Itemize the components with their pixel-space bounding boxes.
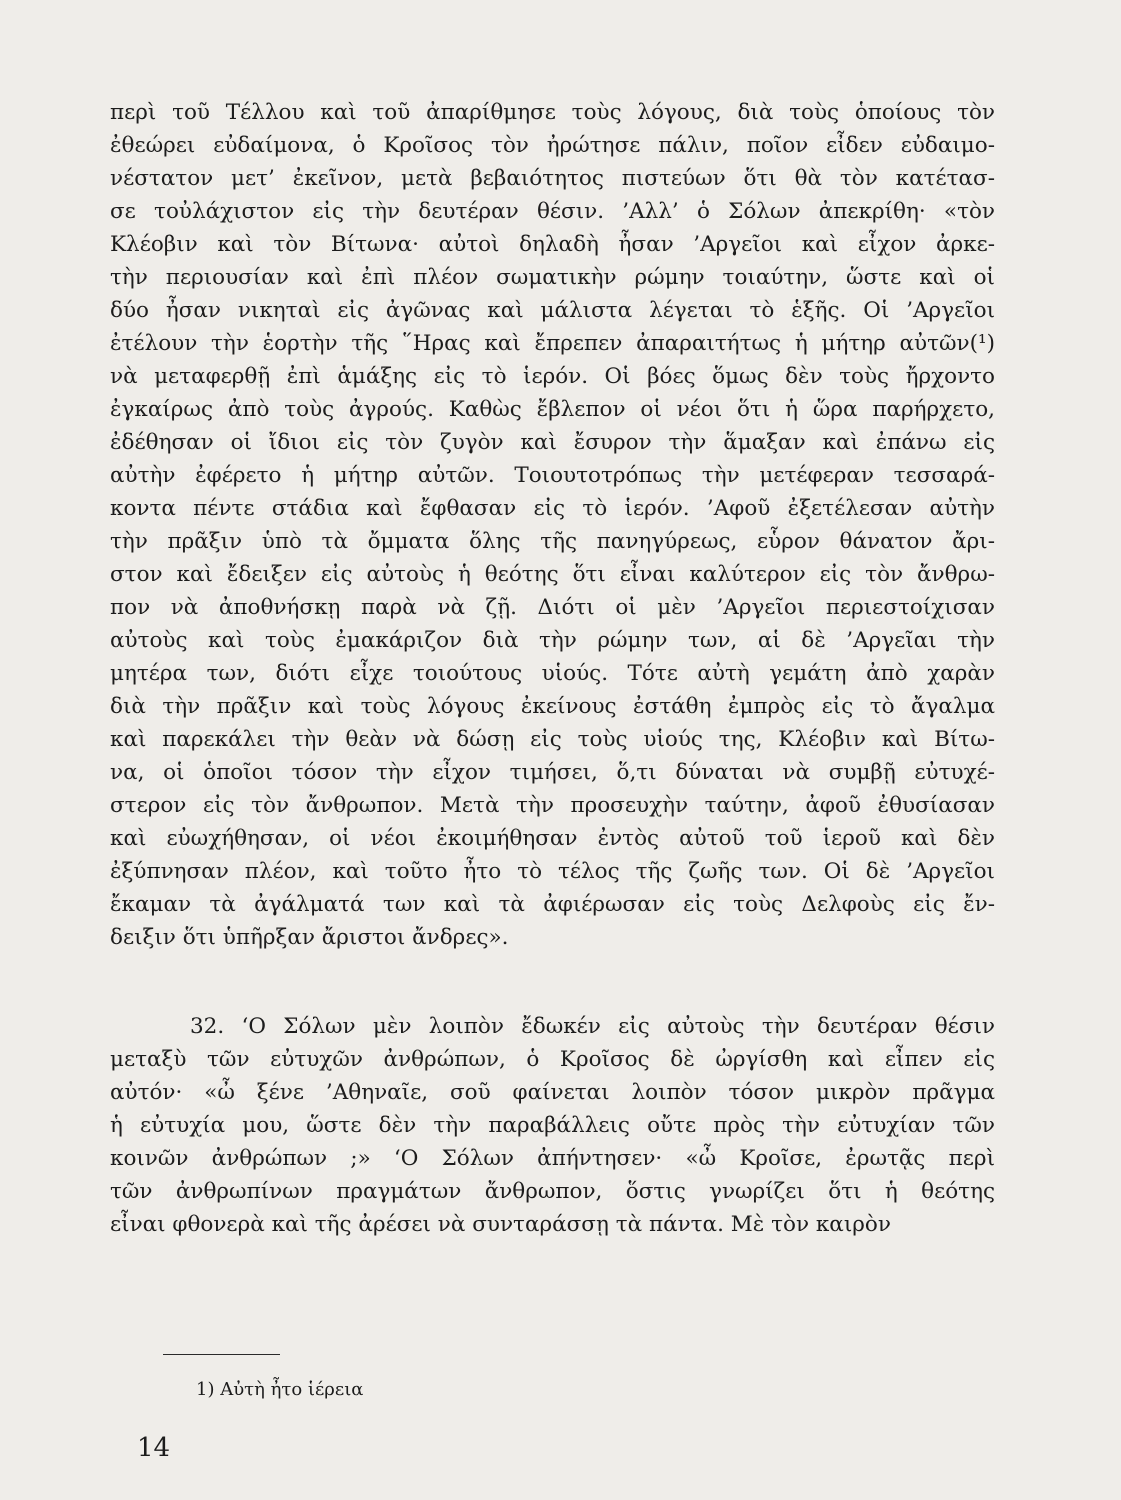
body-text [110,96,995,1241]
text-line: δειξιν ὅτι ὑπῆρξαν ἄριστοι ἄνδρες». [110,925,509,950]
text-line: εἶναι φθονερὰ καὶ τῆς ἀρέσει νὰ συνταράσσῃ τὰ πάντα. Μὲ τὸν καιρὸν [110,1212,891,1237]
text-line: ἐτέλουν τὴν ἑορτὴν τῆς ῞Ηρας καὶ ἔπρεπεν ἀπαραιτήτως ἡ μήτηρ αὐτῶν(¹) [110,331,995,356]
text-line: τὴν περιουσίαν καὶ ἐπὶ πλέον σωματικὴν ρώμην τοιαύτην, ὥστε καὶ οἱ [110,265,995,290]
text-line: πον νὰ ἀποθνήσκῃ παρὰ νὰ ζῇ. Διότι οἱ μὲν ’Αργεῖοι περιεστοίχισαν [110,595,995,620]
text-line: κοντα πέντε στάδια καὶ ἔφθασαν εἰς τὸ ἱερόν. ’Αφοῦ ἐξετέλεσαν αὐτὴν [110,496,995,521]
text-line: ἐξύπνησαν πλέον, καὶ τοῦτο ἦτο τὸ τέλος τῆς ζωῆς των. Οἱ δὲ ’Αργεῖοι [110,859,995,884]
text-line: διὰ τὴν πρᾶξιν καὶ τοὺς λόγους ἐκείνους ἐστάθη ἐμπρὸς εἰς τὸ ἄγαλμα [110,694,995,719]
text-line: ἐθεώρει εὐδαίμονα, ὁ Κροῖσος τὸν ἠρώτησε πάλιν, ποῖον εἶδεν εὐδαιμο- [110,133,995,158]
text-line: περὶ τοῦ Τέλλου καὶ τοῦ ἀπαρίθμησε τοὺς λόγους, διὰ τοὺς ὁποίους τὸν [110,100,995,125]
text-line: στερον εἰς τὸν ἄνθρωπον. Μετὰ τὴν προσευχὴν ταύτην, ἀφοῦ ἐθυσίασαν [110,793,995,818]
text-line: ἐδέθησαν οἱ ἴδιοι εἰς τὸν ζυγὸν καὶ ἔσυρον τὴν ἅμαξαν καὶ ἐπάνω εἰς [110,430,995,455]
footnote: 1) Αὐτὴ ἦτο ἱέρεια [196,1379,364,1400]
text-line: τῶν ἀνθρωπίνων πραγμάτων ἄνθρωπον, ὅστις γνωρίζει ὅτι ἡ θεότης [110,1179,995,1204]
text-line: Κλέοβιν καὶ τὸν Βίτωνα· αὐτοὶ δηλαδὴ ἦσαν ’Αργεῖοι καὶ εἶχον ἀρκε- [110,232,995,257]
text-line: ἐγκαίρως ἀπὸ τοὺς ἀγρούς. Καθὼς ἔβλεπον οἱ νέοι ὅτι ἡ ὥρα παρήρχετο, [110,397,995,422]
text-line: στον καὶ ἔδειξεν εἰς αὐτοὺς ἡ θεότης ὅτι εἶναι καλύτερον εἰς τὸν ἄνθρω- [110,562,995,587]
text-line: σε τοὐλάχιστον εἰς τὴν δευτέραν θέσιν. ’Αλλ’ ὁ Σόλων ἀπεκρίθη· «τὸν [110,199,995,224]
text-line: νὰ μεταφερθῇ ἐπὶ ἁμάξης εἰς τὸ ἱερόν. Οἱ βόες ὅμως δὲν τοὺς ἤρχοντο [110,364,995,389]
text-line: τὴν πρᾶξιν ὑπὸ τὰ ὄμματα ὅλης τῆς πανηγύρεως, εὗρον θάνατον ἄρι- [110,529,995,554]
text-line: μητέρα των, διότι εἶχε τοιούτους υἱούς. Τότε αὐτὴ γεμάτη ἀπὸ χαρὰν [110,661,995,686]
text-line: 32. ‘Ο Σόλων μὲν λοιπὸν ἔδωκέν εἰς αὐτοὺς τὴν δευτέραν θέσιν [190,1014,995,1039]
text-line: αὐτὴν ἐφέρετο ἡ μήτηρ αὐτῶν. Τοιουτοτρόπως τὴν μετέφεραν τεσσαρά- [110,463,995,488]
text-line: αὐτοὺς καὶ τοὺς ἐμακάριζον διὰ τὴν ρώμην των, αἱ δὲ ’Αργεῖαι τὴν [110,628,995,653]
text-line: νέστατον μετ’ ἐκεῖνον, μετὰ βεβαιότητος πιστεύων ὅτι θὰ τὸν κατέτασ- [110,166,995,191]
paragraph-1 [110,96,995,954]
text-line: ἡ εὐτυχία μου, ὥστε δὲν τὴν παραβάλλεις οὔτε πρὸς τὴν εὐτυχίαν τῶν [110,1113,995,1138]
text-line: να, οἱ ὁποῖοι τόσον τὴν εἶχον τιμήσει, ὅ,τι δύναται νὰ συμβῇ εὐτυχέ- [110,760,995,785]
footnote-rule [163,1354,280,1355]
text-line: αὐτόν· «ὦ ξένε ’Αθηναῖε, σοῦ φαίνεται λοιπὸν τόσον μικρὸν πρᾶγμα [110,1080,995,1105]
text-line: κοινῶν ἀνθρώπων ;» ‘Ο Σόλων ἀπήντησεν· «ὦ Κροῖσε, ἐρωτᾷς περὶ [110,1146,995,1171]
text-line: καὶ παρεκάλει τὴν θεὰν νὰ δώσῃ εἰς τοὺς υἱούς της, Κλέοβιν καὶ Βίτω- [110,727,995,752]
text-line: καὶ εὐωχήθησαν, οἱ νέοι ἐκοιμήθησαν ἐντὸς αὐτοῦ τοῦ ἱεροῦ καὶ δὲν [110,826,995,851]
text-line: μεταξὺ τῶν εὐτυχῶν ἀνθρώπων, ὁ Κροῖσος δὲ ὠργίσθη καὶ εἶπεν εἰς [110,1047,995,1072]
text-line: ἔκαμαν τὰ ἀγάλματά των καὶ τὰ ἀφιέρωσαν εἰς τοὺς Δελφοὺς εἰς ἔν- [110,892,995,917]
page-number: 14 [137,1433,171,1463]
paragraph-2 [110,1010,995,1241]
text-line: δύο ἦσαν νικηταὶ εἰς ἀγῶνας καὶ μάλιστα λέγεται τὸ ἑξῆς. Οἱ ’Αργεῖοι [110,298,995,323]
